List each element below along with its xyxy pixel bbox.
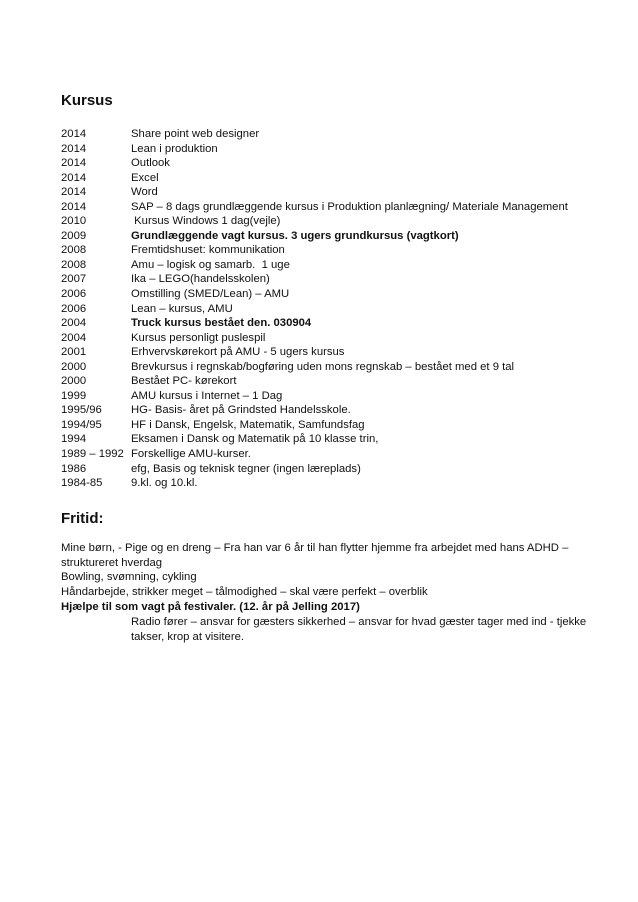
course-description: Eksamen i Dansk og Matematik på 10 klasse trin, bbox=[131, 433, 379, 446]
course-description: Bestået PC- kørekort bbox=[131, 375, 237, 388]
course-year: 2014 bbox=[61, 128, 87, 140]
course-row bbox=[61, 403, 601, 418]
course-row bbox=[61, 156, 601, 171]
course-description: Truck kursus bestået den. 030904 bbox=[131, 317, 312, 330]
course-row bbox=[61, 185, 601, 200]
fritid-line: Radio fører – ansvar for gæsters sikkerhed – ansvar for hvad gæster tager med ind - tjekke bbox=[131, 616, 587, 629]
course-year: 2010 bbox=[61, 215, 87, 228]
course-row bbox=[61, 476, 601, 491]
course-description: efg, Basis og teknisk tegner (ingen læreplads) bbox=[131, 462, 361, 475]
course-year: 1986 bbox=[61, 462, 87, 475]
course-year: 2014 bbox=[61, 200, 87, 213]
course-row bbox=[61, 229, 601, 244]
course-year: 2014 bbox=[61, 171, 87, 184]
course-year: 1994 bbox=[61, 433, 87, 446]
course-row bbox=[61, 287, 601, 302]
course-description: Amu – logisk og samarb. 1 uge bbox=[131, 258, 290, 271]
course-year: 1994/95 bbox=[61, 418, 102, 431]
course-row bbox=[61, 243, 601, 258]
course-year: 2007 bbox=[61, 273, 87, 286]
course-year: 2004 bbox=[61, 331, 87, 344]
fritid-line: struktureret hverdag bbox=[61, 556, 163, 569]
course-description: Share point web designer bbox=[131, 128, 260, 140]
course-row bbox=[61, 389, 601, 404]
kursus-heading: Kursus bbox=[61, 92, 113, 109]
course-row bbox=[61, 127, 601, 142]
course-year: 2006 bbox=[61, 288, 87, 301]
course-description: Kursus Windows 1 dag(vejle) bbox=[131, 215, 281, 228]
course-year: 2006 bbox=[61, 302, 87, 315]
course-year: 1999 bbox=[61, 389, 87, 402]
course-row bbox=[61, 171, 601, 186]
course-description: Outlook bbox=[131, 157, 170, 170]
course-description: 9.kl. og 10.kl. bbox=[131, 477, 198, 490]
course-description: Brevkursus i regnskab/bogføring uden mons regnskab – bestået med et 9 tal bbox=[131, 360, 515, 373]
fritid-line: Mine børn, - Pige og en dreng – Fra han var 6 år til han flytter hjemme fra arbejdet med hans ADHD – bbox=[61, 541, 569, 554]
fritid-line: takser, krop at visitere. bbox=[131, 631, 245, 644]
course-row bbox=[61, 258, 601, 273]
course-row bbox=[61, 272, 601, 287]
course-year: 2004 bbox=[61, 317, 87, 330]
course-description: Kursus personligt puslespil bbox=[131, 331, 266, 344]
fritid-line: Hjælpe til som vagt på festivaler. (12. år på Jelling 2017) bbox=[61, 601, 360, 614]
course-description: Lean i produktion bbox=[131, 142, 218, 155]
course-description: Lean – kursus, AMU bbox=[131, 302, 233, 315]
course-description: Ika – LEGO(handelsskolen) bbox=[131, 273, 270, 286]
course-list bbox=[61, 127, 601, 491]
course-row bbox=[61, 214, 601, 229]
course-year: 2009 bbox=[61, 229, 87, 242]
course-row bbox=[61, 360, 601, 375]
course-row bbox=[61, 316, 601, 331]
fritid-heading: Fritid: bbox=[61, 509, 104, 527]
document-content bbox=[61, 92, 601, 645]
course-year: 2000 bbox=[61, 360, 87, 373]
course-row bbox=[61, 374, 601, 389]
course-description: Excel bbox=[131, 171, 159, 184]
course-year: 2001 bbox=[61, 346, 87, 359]
course-description: Omstilling (SMED/Lean) – AMU bbox=[131, 288, 290, 301]
course-year: 2014 bbox=[61, 186, 87, 199]
fritid-line: Bowling, svømning, cykling bbox=[61, 571, 197, 584]
fritid-section bbox=[61, 541, 601, 645]
course-year: 2008 bbox=[61, 258, 87, 271]
course-description: SAP – 8 dags grundlæggende kursus i Produktion planlægning/ Materiale Management bbox=[131, 200, 568, 213]
course-row bbox=[61, 331, 601, 346]
course-description: Forskellige AMU-kurser. bbox=[131, 448, 251, 461]
course-year: 2008 bbox=[61, 244, 87, 257]
course-year: 1984-85 bbox=[61, 477, 103, 490]
course-row bbox=[61, 462, 601, 477]
course-description: Grundlæggende vagt kursus. 3 ugers grundkursus (vagtkort) bbox=[131, 229, 459, 242]
fritid-line: Håndarbejde, strikker meget – tålmodighed – skal være perfekt – overblik bbox=[61, 586, 428, 599]
course-description: Word bbox=[131, 186, 158, 199]
course-row bbox=[61, 142, 601, 157]
course-row bbox=[61, 447, 601, 462]
course-year: 2014 bbox=[61, 142, 87, 155]
course-row bbox=[61, 418, 601, 433]
course-year: 1995/96 bbox=[61, 404, 102, 417]
course-row bbox=[61, 200, 601, 215]
course-description: HG- Basis- året på Grindsted Handelsskole. bbox=[131, 404, 351, 417]
course-description: HF i Dansk, Engelsk, Matematik, Samfundsfag bbox=[131, 418, 365, 431]
course-description: Fremtidshuset: kommunikation bbox=[131, 244, 285, 257]
course-year: 2014 bbox=[61, 157, 87, 170]
course-description: Erhvervskørekort på AMU - 5 ugers kursus bbox=[131, 346, 345, 359]
course-description: AMU kursus i Internet – 1 Dag bbox=[131, 389, 283, 402]
course-year: 2000 bbox=[61, 375, 87, 388]
course-row bbox=[61, 432, 601, 447]
course-year: 1989 – 1992 bbox=[61, 448, 124, 461]
course-row bbox=[61, 302, 601, 317]
course-row bbox=[61, 345, 601, 360]
